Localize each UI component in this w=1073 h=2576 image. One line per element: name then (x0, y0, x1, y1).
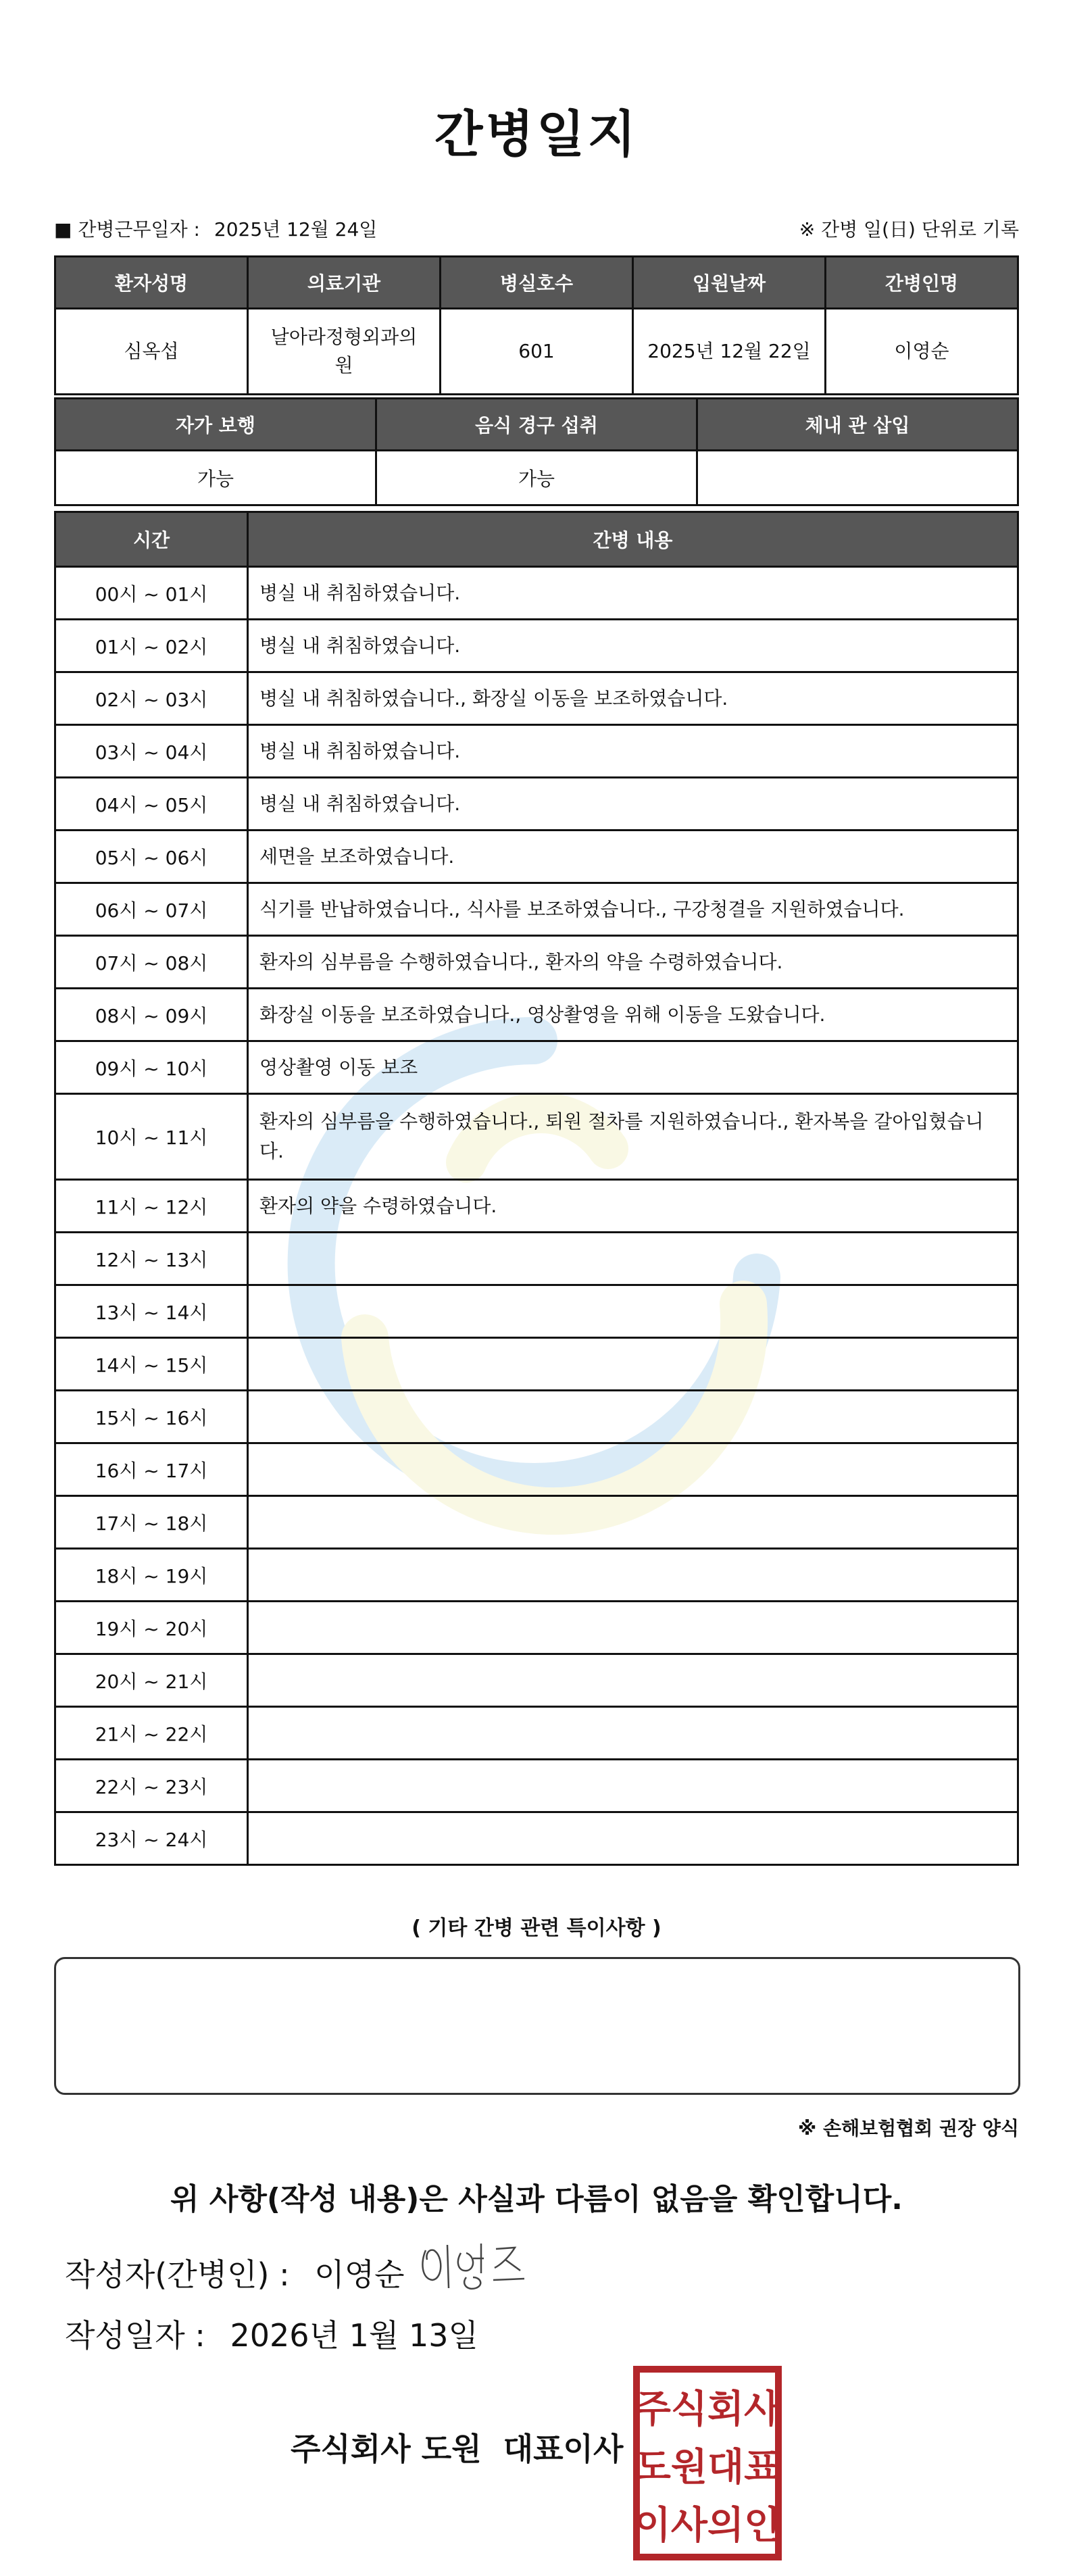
log-row (55, 883, 1018, 936)
writer-row (65, 2250, 405, 2295)
admission-date: 2025년 12월 22일 (633, 309, 826, 395)
log-time: 05시 ~ 06시 (55, 831, 248, 883)
log-row (55, 620, 1018, 672)
log-content (248, 1602, 1018, 1654)
header-care-content: 간병 내용 (248, 512, 1018, 567)
log-row (55, 1760, 1018, 1812)
log-content (248, 1233, 1018, 1285)
log-time: 21시 ~ 22시 (55, 1707, 248, 1760)
log-time: 20시 ~ 21시 (55, 1654, 248, 1707)
log-time: 03시 ~ 04시 (55, 725, 248, 778)
log-row (55, 1041, 1018, 1094)
written-date-row (65, 2311, 478, 2356)
log-time: 07시 ~ 08시 (55, 936, 248, 989)
notes-title: ( 기타 간병 관련 특이사항 ) (411, 1916, 662, 1940)
work-date-label: ■ 간병근무일자 : (54, 218, 200, 241)
log-row (55, 989, 1018, 1041)
log-content: 환자의 심부름을 수행하였습니다., 환자의 약을 수령하였습니다. (248, 936, 1018, 989)
log-row (55, 1391, 1018, 1443)
log-content (248, 1812, 1018, 1865)
log-content (248, 1549, 1018, 1602)
oral-intake-status: 가능 (376, 451, 697, 505)
log-content (248, 1443, 1018, 1496)
log-content: 식기를 반납하였습니다., 식사를 보조하였습니다., 구강청결을 지원하였습니다. (248, 883, 1018, 936)
log-time: 01시 ~ 02시 (55, 620, 248, 672)
log-time: 17시 ~ 18시 (55, 1496, 248, 1549)
patient-info-table (54, 255, 1019, 395)
log-row (55, 1549, 1018, 1602)
recommend-note: ※ 손해보험협회 권장 양식 (798, 2117, 1019, 2139)
log-time: 16시 ~ 17시 (55, 1443, 248, 1496)
log-row (55, 725, 1018, 778)
log-time: 06시 ~ 07시 (55, 883, 248, 936)
log-time: 15시 ~ 16시 (55, 1391, 248, 1443)
log-row (55, 1602, 1018, 1654)
writer-name: 이영순 (314, 2256, 405, 2293)
log-content: 병실 내 취침하였습니다. (248, 778, 1018, 831)
log-row (55, 1654, 1018, 1707)
care-log-table (54, 511, 1019, 1866)
log-time: 22시 ~ 23시 (55, 1760, 248, 1812)
seal-line-1: 주식회사 (634, 2387, 781, 2431)
log-row (55, 672, 1018, 725)
log-content (248, 1285, 1018, 1338)
writer-label: 작성자(간병인) : (65, 2256, 290, 2293)
header-oral-intake: 음식 경구 섭취 (376, 399, 697, 451)
log-content: 병실 내 취침하였습니다., 화장실 이동을 보조하였습니다. (248, 672, 1018, 725)
log-content (248, 1391, 1018, 1443)
header-hospital: 의료기관 (248, 257, 441, 309)
hospital-name: 날아라정형외과의원 (248, 309, 441, 395)
log-row (55, 567, 1018, 620)
log-time: 02시 ~ 03시 (55, 672, 248, 725)
patient-name: 심옥섭 (55, 309, 248, 395)
header-time: 시간 (55, 512, 248, 567)
log-content: 화장실 이동을 보조하였습니다., 영상촬영을 위해 이동을 도왔습니다. (248, 989, 1018, 1041)
log-time: 08시 ~ 09시 (55, 989, 248, 1041)
room-number: 601 (441, 309, 633, 395)
notes-box (54, 1957, 1020, 2095)
header-patient-name: 환자성명 (55, 257, 248, 309)
log-time: 19시 ~ 20시 (55, 1602, 248, 1654)
log-row (55, 831, 1018, 883)
unit-note: ※ 간병 일(日) 단위로 기록 (799, 218, 1019, 241)
log-content (248, 1707, 1018, 1760)
log-row (55, 1338, 1018, 1391)
company-representative: 주식회사 도원 대표이사 (291, 2431, 624, 2467)
log-row (55, 1094, 1018, 1180)
written-date-label: 작성일자 : (65, 2317, 205, 2354)
document-title: 간병일지 (434, 105, 639, 164)
written-date-value: 2026년 1월 13일 (230, 2317, 478, 2354)
confirm-statement: 위 사항(작성 내용)은 사실과 다름이 없음을 확인합니다. (170, 2182, 903, 2216)
log-time: 09시 ~ 10시 (55, 1041, 248, 1094)
seal-line-2: 도원대표 (634, 2446, 781, 2490)
log-time: 12시 ~ 13시 (55, 1233, 248, 1285)
caregiver-name: 이영순 (826, 309, 1018, 395)
log-time: 18시 ~ 19시 (55, 1549, 248, 1602)
work-date-value: 2025년 12월 24일 (214, 218, 378, 241)
header-caregiver: 간병인명 (826, 257, 1018, 309)
log-content: 환자의 약을 수령하였습니다. (248, 1180, 1018, 1233)
log-row (55, 1285, 1018, 1338)
log-time: 23시 ~ 24시 (55, 1812, 248, 1865)
log-content (248, 1496, 1018, 1549)
work-date (54, 215, 377, 242)
header-tube: 체내 관 삽입 (697, 399, 1018, 451)
log-content (248, 1338, 1018, 1391)
log-content: 병실 내 취침하였습니다. (248, 567, 1018, 620)
log-time: 04시 ~ 05시 (55, 778, 248, 831)
log-content (248, 1760, 1018, 1812)
log-row (55, 1180, 1018, 1233)
patient-status-table (54, 397, 1019, 506)
log-content (248, 1654, 1018, 1707)
log-time: 10시 ~ 11시 (55, 1094, 248, 1180)
log-row (55, 1812, 1018, 1865)
log-row (55, 1707, 1018, 1760)
log-row (55, 1496, 1018, 1549)
log-content: 병실 내 취침하였습니다. (248, 620, 1018, 672)
log-time: 13시 ~ 14시 (55, 1285, 248, 1338)
log-row (55, 1443, 1018, 1496)
company-seal-icon (632, 2365, 782, 2561)
header-walking: 자가 보행 (55, 399, 376, 451)
handwritten-signature (414, 2235, 535, 2296)
log-row (55, 936, 1018, 989)
log-content: 환자의 심부름을 수행하였습니다., 퇴원 절차를 지원하였습니다., 환자복을 갈아입혔습니다. (248, 1094, 1018, 1180)
log-content: 병실 내 취침하였습니다. (248, 725, 1018, 778)
log-row (55, 778, 1018, 831)
header-room: 병실호수 (441, 257, 633, 309)
tube-status (697, 451, 1018, 505)
seal-line-3: 이사의인 (634, 2504, 781, 2548)
log-content: 세면을 보조하였습니다. (248, 831, 1018, 883)
log-time: 00시 ~ 01시 (55, 567, 248, 620)
log-time: 14시 ~ 15시 (55, 1338, 248, 1391)
walking-status: 가능 (55, 451, 376, 505)
log-row (55, 1233, 1018, 1285)
log-time: 11시 ~ 12시 (55, 1180, 248, 1233)
header-admission-date: 입원날짜 (633, 257, 826, 309)
log-content: 영상촬영 이동 보조 (248, 1041, 1018, 1094)
